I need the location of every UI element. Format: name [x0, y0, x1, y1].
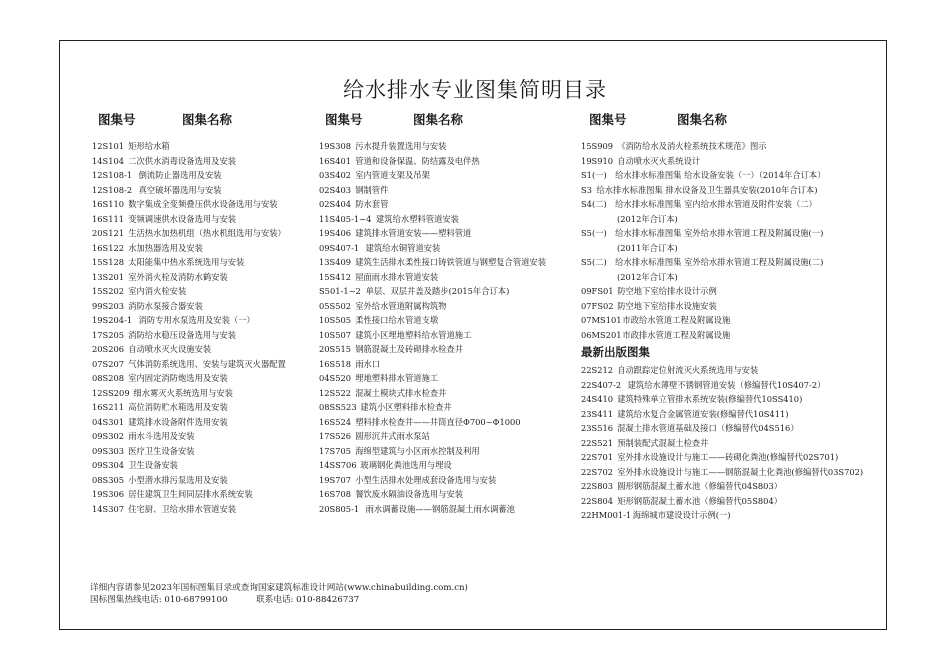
atlas-name: 自动跟踪定位射流灭火系统选用与安装 — [617, 365, 759, 375]
atlas-name: 室外排水设施设计与施工——砖砌化粪池(修编替代02S701) — [617, 452, 839, 462]
catalog-item — [319, 371, 579, 386]
atlas-name: 消防给水稳压设备选用与安装 — [128, 329, 237, 340]
catalog-item — [92, 299, 307, 314]
catalog-column-2 — [319, 110, 579, 516]
footer-reference: 详细内容请参见2023年国标图集目录或查询国家建筑标准设计网站(www.chinabuilding.com.cn) — [90, 583, 468, 593]
catalog-item — [92, 458, 307, 473]
atlas-name: (2012年合订本) — [617, 271, 678, 282]
catalog-item — [92, 197, 307, 212]
atlas-name: 变频调速供水设备选用与安装 — [128, 213, 237, 224]
catalog-item — [319, 197, 579, 212]
atlas-name: 消防水泵接合器安装 — [128, 300, 203, 311]
atlas-code: 07MS101 — [581, 315, 622, 325]
atlas-name: 矩形钢筋混凝土蓄水池（修编替代05S804） — [617, 495, 783, 506]
atlas-code: 22S702 — [581, 466, 614, 477]
atlas-name: 数字集成全变频叠压供水设备选用与安装 — [128, 199, 278, 209]
atlas-code: 16S518 — [319, 358, 352, 369]
atlas-code: 10S505 — [319, 315, 352, 325]
atlas-name: 钢制管件 — [355, 184, 389, 195]
atlas-code: S3 — [581, 184, 592, 195]
atlas-code: 20S206 — [92, 344, 125, 354]
atlas-name: 室内管道支架及吊架 — [355, 170, 430, 180]
atlas-name: 单层、双层井盖及踏步(2015年合订本) — [365, 286, 510, 296]
atlas-name: 建筑给水薄壁不锈钢管道安装（修编替代10S407-2） — [627, 379, 826, 390]
atlas-name: 柔性接口给水管道支墩 — [355, 315, 439, 325]
atlas-code: 09S407-1 — [319, 242, 360, 253]
hotline-text: 国标图集热线电话: 010-68799100 — [90, 595, 228, 605]
catalog-item — [319, 357, 579, 372]
atlas-code: 14SS706 — [319, 460, 357, 470]
atlas-name: 建筑生活排水柔性接口铸铁管道与钢塑复合管道安装 — [355, 257, 547, 267]
catalog-item — [319, 212, 579, 227]
atlas-name: 卫生设备安装 — [128, 460, 178, 470]
atlas-code: 22S701 — [581, 452, 614, 462]
catalog-item — [581, 363, 881, 378]
catalog-item — [92, 400, 307, 415]
atlas-code: 19S204-1 — [92, 315, 133, 325]
code-header: 图集号 — [589, 112, 627, 127]
catalog-item — [92, 241, 307, 256]
atlas-name: 圆形钢筋混凝土蓄水池（修编替代04S803） — [617, 481, 783, 491]
atlas-code: 20S121 — [92, 228, 125, 238]
atlas-code: 22S804 — [581, 495, 614, 506]
catalog-item — [92, 284, 307, 299]
atlas-code: 12S522 — [319, 387, 352, 398]
catalog-item — [581, 139, 881, 154]
atlas-name: 医疗卫生设备安装 — [128, 445, 195, 456]
atlas-name: 倒流防止器选用及安装 — [138, 170, 222, 180]
atlas-name: 建筑排水管道安装——塑料管道 — [355, 228, 472, 238]
catalog-item — [319, 415, 579, 430]
catalog-item — [319, 168, 579, 183]
atlas-code: 19S406 — [319, 228, 352, 238]
atlas-name: 真空破坏器选用与安装 — [138, 184, 222, 195]
catalog-item — [319, 458, 579, 473]
catalog-item — [92, 429, 307, 444]
atlas-name: 矩形给水箱 — [128, 141, 170, 151]
atlas-code: 04S301 — [92, 416, 125, 427]
atlas-name: 建筑给水塑料管道安装 — [376, 213, 459, 224]
catalog-item — [581, 479, 881, 494]
footer-phones — [90, 594, 468, 606]
atlas-name: 混凝土模块式排水检查井 — [355, 387, 447, 398]
atlas-name: 细水雾灭火系统选用与安装 — [133, 387, 233, 398]
atlas-code: 16S111 — [92, 213, 125, 224]
atlas-code: 17S526 — [319, 431, 352, 441]
atlas-name: 污水提升装置选用与安装 — [355, 141, 447, 151]
catalog-item — [581, 197, 881, 212]
atlas-code: 08S305 — [92, 474, 125, 485]
catalog-list — [319, 139, 579, 516]
atlas-name: 给水排水标准图集 室外给水排水管道工程及附属设施(一) — [615, 228, 824, 238]
column-header — [92, 110, 307, 132]
catalog-item — [319, 386, 579, 401]
atlas-code: 22S212 — [581, 365, 614, 375]
catalog-item — [581, 226, 881, 241]
atlas-name: 防水套管 — [355, 199, 389, 209]
atlas-name: 玻璃钢化粪池选用与埋设 — [360, 460, 452, 470]
atlas-name: 住宅厨、卫给水排水管道安装 — [128, 503, 237, 514]
column-header — [319, 110, 579, 132]
atlas-name: 小型潜水排污泵选用及安装 — [128, 474, 228, 485]
catalog-item — [92, 371, 307, 386]
catalog-item — [319, 342, 579, 357]
atlas-code: 09S304 — [92, 460, 125, 470]
atlas-code: 13S409 — [319, 257, 352, 267]
atlas-name: 屋面雨水排水管道安装 — [355, 271, 439, 282]
catalog-item — [92, 212, 307, 227]
atlas-name: 雨水调蓄设施——钢筋混凝土雨水调蓄池 — [365, 503, 515, 514]
code-header: 图集号 — [325, 112, 363, 127]
atlas-name: 室内固定消防炮选用及安装 — [128, 373, 228, 383]
code-header: 图集号 — [98, 112, 136, 127]
atlas-code: 19S910 — [581, 155, 614, 166]
catalog-item — [319, 328, 579, 343]
column-header — [581, 110, 881, 132]
atlas-name: 消防专用水泵选用及安装（一） — [138, 315, 255, 325]
atlas-name: 给水排水标准图集 给水设备安装（一）（2014年合订本） — [615, 170, 826, 180]
catalog-item — [92, 183, 307, 198]
atlas-code: S501-1~2 — [319, 286, 361, 296]
atlas-name: 建筑给水铜管道安装 — [365, 242, 441, 253]
footer — [90, 582, 468, 606]
catalog-item — [581, 465, 881, 480]
new-releases-title: 最新出版图集 — [581, 345, 650, 359]
catalog-item — [92, 313, 307, 328]
atlas-name: 混凝土排水管道基础及接口（修编替代04S516） — [617, 423, 799, 433]
catalog-list — [581, 139, 881, 342]
page-title: 给水排水专业图集简明目录 — [343, 78, 607, 102]
catalog-item — [581, 436, 881, 451]
atlas-code: 09S303 — [92, 445, 125, 456]
catalog-item — [92, 386, 307, 401]
catalog-item — [581, 313, 881, 328]
catalog-item — [92, 502, 307, 517]
atlas-name: (2011年合订本) — [617, 242, 678, 253]
atlas-code: 16S401 — [319, 155, 352, 166]
atlas-name: 雨水口 — [355, 358, 381, 369]
catalog-item — [319, 473, 579, 488]
catalog-item — [319, 444, 579, 459]
catalog-item — [581, 168, 881, 183]
atlas-name: 小型生活排水处理成套设备选用与安装 — [355, 474, 497, 485]
atlas-code: S5(二) — [581, 257, 607, 267]
atlas-name: 防空地下室给排水设计示例 — [617, 286, 717, 296]
atlas-name: 建筑小区塑料排水检查井 — [360, 402, 452, 412]
name-header: 图集名称 — [677, 112, 728, 127]
atlas-code: 16S708 — [319, 489, 352, 499]
catalog-item — [319, 313, 579, 328]
atlas-name: 海绵城市建设设计示例(一) — [632, 510, 731, 520]
catalog-item — [319, 429, 579, 444]
catalog-list — [92, 139, 307, 516]
atlas-name: (2012年合订本) — [617, 213, 678, 224]
atlas-code: 15S128 — [92, 257, 125, 267]
atlas-name: 自动喷水灭火系统设计 — [617, 155, 701, 166]
atlas-code: 07FS02 — [581, 300, 614, 311]
atlas-name: 给水排水标准图集 室内给水排水管道及附件安装（二） — [615, 199, 817, 209]
catalog-item — [319, 241, 579, 256]
atlas-code: 12SS209 — [92, 387, 130, 398]
catalog-item — [92, 342, 307, 357]
catalog-item — [92, 226, 307, 241]
atlas-name: 建筑排水设备附件选用安装 — [128, 416, 228, 427]
atlas-name: 防空地下室给排水设施安装 — [617, 300, 717, 311]
catalog-item — [581, 328, 881, 343]
atlas-name: 管道和设备保温、防结露及电伴热 — [355, 155, 480, 166]
atlas-name: 雨水斗选用及安装 — [128, 431, 195, 441]
atlas-name: 埋地塑料排水管道施工 — [355, 373, 439, 383]
catalog-item — [92, 139, 307, 154]
atlas-code: 24S410 — [581, 394, 614, 404]
atlas-code: S1(一) — [581, 170, 607, 180]
catalog-item — [319, 154, 579, 169]
atlas-name: 水加热器选用及安装 — [128, 242, 203, 253]
catalog-item — [581, 270, 881, 285]
catalog-item — [92, 328, 307, 343]
atlas-name: 生活热水加热机组（热水机组选用与安装） — [128, 228, 286, 238]
catalog-item — [92, 154, 307, 169]
atlas-code: 16S211 — [92, 402, 125, 412]
atlas-code: 16S524 — [319, 416, 352, 427]
catalog-item — [581, 183, 881, 198]
atlas-code: S5(一) — [581, 228, 607, 238]
atlas-code: 07S207 — [92, 358, 125, 369]
catalog-item — [319, 400, 579, 415]
catalog-item — [581, 494, 881, 509]
atlas-code: 15S412 — [319, 271, 352, 282]
atlas-code: 14S307 — [92, 503, 125, 514]
atlas-name: 室内消火栓安装 — [128, 286, 187, 296]
catalog-item — [581, 154, 881, 169]
catalog-item — [92, 473, 307, 488]
atlas-name: 二次供水消毒设备选用及安装 — [128, 155, 237, 166]
catalog-item — [581, 508, 881, 523]
atlas-name: 餐饮废水隔油设备选用与安装 — [355, 489, 464, 499]
catalog-item — [319, 183, 579, 198]
catalog-item — [581, 421, 881, 436]
catalog-column-3 — [581, 110, 881, 523]
catalog-item — [581, 450, 881, 465]
atlas-name: 给水排水标准图集 排水设备及卫生器具安装(2010年合订本) — [596, 184, 818, 195]
name-header: 图集名称 — [413, 112, 464, 127]
catalog-item — [92, 415, 307, 430]
atlas-name: 室外消火栓及消防水鹤安装 — [128, 271, 228, 282]
atlas-code: 22S521 — [581, 437, 614, 448]
catalog-item — [92, 357, 307, 372]
atlas-code: 20S805-1 — [319, 503, 360, 514]
contact-phone-text: 联系电话: 010-88426737 — [256, 595, 360, 605]
name-header: 图集名称 — [182, 112, 233, 127]
atlas-code: 09S302 — [92, 431, 125, 441]
atlas-name: 市政给水管道工程及附属设施 — [622, 315, 731, 325]
catalog-item — [581, 299, 881, 314]
atlas-name: 海绵型建筑与小区雨水控制及利用 — [355, 445, 480, 456]
atlas-name: 市政排水管道工程及附属设施 — [622, 329, 731, 340]
atlas-code: 22S803 — [581, 481, 614, 491]
atlas-code: 15S909 — [581, 141, 614, 151]
atlas-name: 钢筋混凝土及砖砌排水检查井 — [355, 344, 464, 354]
atlas-code: 12S101 — [92, 141, 125, 151]
atlas-code: 14S104 — [92, 155, 125, 166]
atlas-code: 06MS201 — [581, 329, 622, 340]
catalog-item — [581, 284, 881, 299]
atlas-code: 02S403 — [319, 184, 352, 195]
atlas-code: 22HM001-1 — [581, 510, 632, 520]
atlas-name: 自动喷水灭火设施安装 — [128, 344, 212, 354]
atlas-code: 23S516 — [581, 423, 614, 433]
atlas-name: 预制装配式混凝土检查井 — [617, 437, 709, 448]
catalog-item — [92, 487, 307, 502]
atlas-name: 圆形沉井式雨水泵站 — [355, 431, 430, 441]
catalog-item — [92, 444, 307, 459]
atlas-code: 22S407-2 — [581, 379, 622, 390]
atlas-code: 09FS01 — [581, 286, 614, 296]
catalog-column-1 — [92, 110, 307, 516]
atlas-name: 建筑给水复合金属管道安装(修编替代10S411) — [617, 408, 789, 419]
catalog-item — [581, 241, 881, 256]
atlas-name: 居住建筑卫生间同层排水系统安装 — [128, 489, 253, 499]
atlas-code: 23S411 — [581, 408, 614, 419]
atlas-code: 08SS523 — [319, 402, 357, 412]
atlas-name: 《消防给水及消火栓系统技术规范》图示 — [617, 141, 767, 151]
atlas-name: 室外给水管道附属构筑物 — [355, 300, 447, 311]
atlas-code: 02S404 — [319, 199, 352, 209]
atlas-code: 16S110 — [92, 199, 125, 209]
atlas-code: 20S515 — [319, 344, 352, 354]
atlas-code: 16S122 — [92, 242, 125, 253]
new-releases-list — [581, 363, 881, 523]
atlas-code: 19S306 — [92, 489, 125, 499]
catalog-item — [319, 139, 579, 154]
atlas-code: 03S402 — [319, 170, 352, 180]
catalog-item — [319, 299, 579, 314]
atlas-code: 11S405-1~4 — [319, 213, 372, 224]
atlas-code: 19S308 — [319, 141, 352, 151]
atlas-code: 99S203 — [92, 300, 125, 311]
catalog-item — [319, 502, 579, 517]
atlas-name: 建筑特殊单立管排水系统安装(修编替代10SS410) — [617, 394, 803, 404]
atlas-code: 04S520 — [319, 373, 352, 383]
catalog-item — [92, 168, 307, 183]
atlas-code: S4(二) — [581, 199, 607, 209]
catalog-item — [319, 226, 579, 241]
catalog-item — [319, 255, 579, 270]
catalog-item — [581, 255, 881, 270]
catalog-item — [581, 212, 881, 227]
catalog-item — [92, 270, 307, 285]
atlas-name: 太阳能集中热水系统选用与安装 — [128, 257, 245, 267]
atlas-code: 19S707 — [319, 474, 352, 485]
catalog-item — [319, 487, 579, 502]
catalog-item — [319, 270, 579, 285]
atlas-name: 高位消防贮水箱选用及安装 — [128, 402, 228, 412]
catalog-item — [319, 284, 579, 299]
atlas-code: 08S208 — [92, 373, 125, 383]
atlas-code: 15S202 — [92, 286, 125, 296]
catalog-item — [92, 255, 307, 270]
atlas-name: 给水排水标准图集 室外给水排水管道工程及附属设施(二) — [615, 257, 824, 267]
atlas-code: 17S205 — [92, 329, 125, 340]
atlas-code: 17S705 — [319, 445, 352, 456]
catalog-item — [581, 392, 881, 407]
atlas-name: 室外排水设施设计与施工——钢筋混凝土化粪池(修编替代03S702) — [617, 466, 864, 477]
atlas-name: 建筑小区埋地塑料给水管道施工 — [355, 329, 472, 340]
atlas-code: 13S201 — [92, 271, 125, 282]
atlas-code: 12S108-1 — [92, 170, 133, 180]
atlas-code: 12S108-2 — [92, 184, 133, 195]
atlas-name: 塑料排水检查井——井筒直径Φ700~Φ1000 — [355, 416, 521, 427]
atlas-code: 05S502 — [319, 300, 352, 311]
atlas-code: 10S507 — [319, 329, 352, 340]
catalog-item — [581, 378, 881, 393]
catalog-item — [581, 407, 881, 422]
atlas-name: 气体消防系统选用、安装与建筑灭火器配置 — [128, 358, 286, 369]
